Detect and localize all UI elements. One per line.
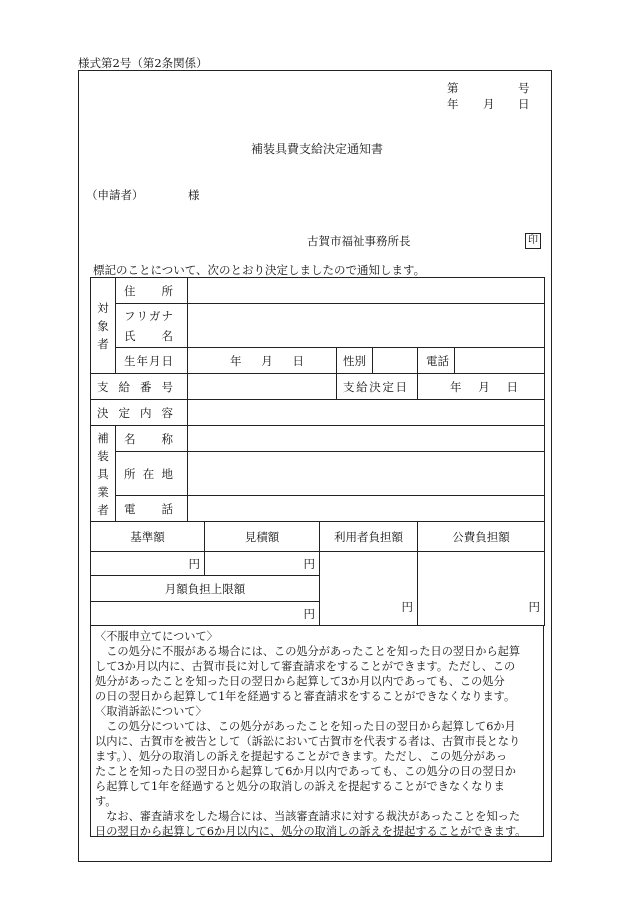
address-label [116, 278, 188, 304]
label-char: 決 [97, 405, 109, 420]
label-char: 別 [354, 353, 366, 368]
date-part: 年 [230, 353, 242, 368]
label-char: 内 [140, 405, 152, 420]
notes-line: 処分があったことを知った日の翌日から起算して3か月以内であっても、この処分 [95, 675, 505, 688]
furigana-name-label [116, 304, 188, 348]
header-year: 年 [447, 97, 459, 111]
label-char: 月 [149, 353, 161, 368]
label-char: 在 [142, 466, 155, 481]
decision-form-table [90, 277, 545, 626]
public-burden-field[interactable]: 円 [418, 552, 545, 626]
vendor-name-field[interactable] [188, 426, 545, 452]
label-char: 決 [369, 379, 381, 394]
label-char: 番 [140, 379, 152, 394]
label-char: 生 [124, 353, 136, 368]
date-part: 日 [506, 379, 518, 394]
notes-line: ら起算して1年を経過すると処分の取消しの訴えを提起することができなくなりま [95, 780, 505, 793]
label-char: 日 [395, 379, 407, 394]
form-code: 様式第2号（第2条関係） [78, 56, 208, 70]
vendor-phone-label [116, 496, 188, 522]
label-char: 電 [124, 501, 136, 516]
label-char: 氏 [124, 328, 136, 343]
number-label-go: 号 [518, 81, 530, 95]
user-burden-field[interactable]: 円 [320, 552, 418, 626]
decision-content-label [91, 400, 188, 426]
label-char: 話 [437, 353, 449, 368]
label-char: 定 [118, 405, 130, 420]
birthdate-field[interactable] [188, 348, 337, 374]
number-label-dai: 第 [447, 81, 459, 95]
label-char: リ [136, 308, 148, 323]
label-char: 給 [356, 379, 368, 394]
user-burden-header: 利用者負担額 [320, 522, 418, 552]
label-char: 住 [124, 283, 136, 298]
monthly-cap-header: 月額負担上限額 [91, 576, 320, 602]
notes-line: す。 [95, 795, 117, 808]
decision-date-field[interactable] [418, 374, 545, 400]
header-day: 日 [518, 97, 530, 111]
label-char: 称 [161, 431, 173, 446]
vendor-location-field[interactable] [188, 452, 545, 496]
label-char: 所 [161, 283, 173, 298]
estimate-header: 見積額 [205, 522, 320, 552]
notes-line: 〈取消訴訟について〉 [95, 705, 207, 718]
base-amount-field[interactable]: 円 [91, 552, 205, 576]
birthdate-label [116, 348, 188, 374]
notes-line: たことを知った日の翌日から起算して6か月以内であっても、この処分の日の翌日か [95, 765, 516, 778]
label-char: 支 [343, 379, 355, 394]
vendor-phone-field[interactable] [188, 496, 545, 522]
payment-number-field[interactable] [188, 374, 337, 400]
subject-group-label [91, 278, 116, 374]
label-char: ガ [149, 308, 161, 323]
name-field[interactable] [188, 304, 545, 348]
vendor-location-label [116, 452, 188, 496]
header-month: 月 [483, 97, 495, 111]
decision-date-label [337, 374, 418, 400]
label-char: フ [124, 308, 136, 323]
monthly-cap-field[interactable]: 円 [91, 602, 320, 626]
vendor-group-text: 補装具業者 [97, 430, 109, 517]
notes-line: ます。）、処分の取消しの訴えを提起することができます。ただし、この処分があっ [95, 750, 508, 763]
notes-line: して3か月以内に、古賀市長に対して審査請求をすることができます。ただし、この [95, 660, 516, 673]
label-char: 日 [161, 353, 173, 368]
notes-line: 日の翌日から起算して6か月以内に、処分の取消しの訴えを提起することができます。 [95, 825, 527, 838]
sex-label [337, 348, 373, 374]
label-char: 地 [161, 466, 173, 481]
phone-field[interactable] [455, 348, 545, 374]
label-char: 年 [136, 353, 148, 368]
notes-line: 〈不服申立てについて〉 [95, 630, 218, 643]
public-burden-header: 公費負担額 [418, 522, 545, 552]
applicant-label: （申請者） [86, 188, 144, 202]
vendor-name-label [116, 426, 188, 452]
label-char: 支 [97, 379, 109, 394]
label-char: 所 [124, 466, 136, 481]
sex-field[interactable] [373, 348, 418, 374]
base-amount-header: 基準額 [91, 522, 205, 552]
honorific-sama: 様 [188, 188, 200, 202]
label-char: 名 [161, 328, 173, 343]
label-char: 給 [118, 379, 130, 394]
vendor-group-label [91, 426, 116, 522]
label-char: 定 [382, 379, 394, 394]
label-char: 話 [161, 501, 173, 516]
notes-section [90, 626, 544, 837]
document-title: 補装具費支給決定通知書 [251, 142, 384, 156]
label-char: 号 [161, 379, 173, 394]
label-char: ナ [161, 308, 173, 323]
date-part: 日 [292, 353, 304, 368]
notes-line: の日の翌日から起算して1年を経過すると審査請求をすることができなくなります。 [95, 690, 516, 703]
payment-number-label [91, 374, 188, 400]
address-field[interactable] [188, 278, 545, 304]
notes-line: 以内に、古賀市を被告として（訴訟において古賀市を代表する者は、古賀市長となり [95, 735, 521, 748]
label-char: 電 [426, 353, 438, 368]
date-part: 月 [478, 379, 490, 394]
seal-stamp-box: 印 [525, 233, 541, 249]
issuer-name: 古賀市福祉事務所長 [307, 234, 411, 248]
phone-label [418, 348, 455, 374]
subject-group-text: 対象者 [97, 300, 109, 351]
label-char: 名 [124, 431, 136, 446]
date-part: 年 [450, 379, 462, 394]
label-char: 容 [161, 405, 173, 420]
estimate-field[interactable]: 円 [205, 552, 320, 576]
decision-content-field[interactable] [188, 400, 545, 426]
notes-line: この処分に不服がある場合には、この処分があったことを知った日の翌日から起算 [95, 645, 521, 658]
notes-line: なお、審査請求をした場合には、当該審査請求に対する裁決があったことを知った [95, 810, 521, 823]
date-part: 月 [261, 353, 273, 368]
notes-line: この処分については、この処分があったことを知った日の翌日から起算して6か月 [95, 720, 516, 733]
label-char: 性 [343, 353, 355, 368]
intro-text: 標記のことについて、次のとおり決定しましたので通知します。 [93, 263, 426, 277]
